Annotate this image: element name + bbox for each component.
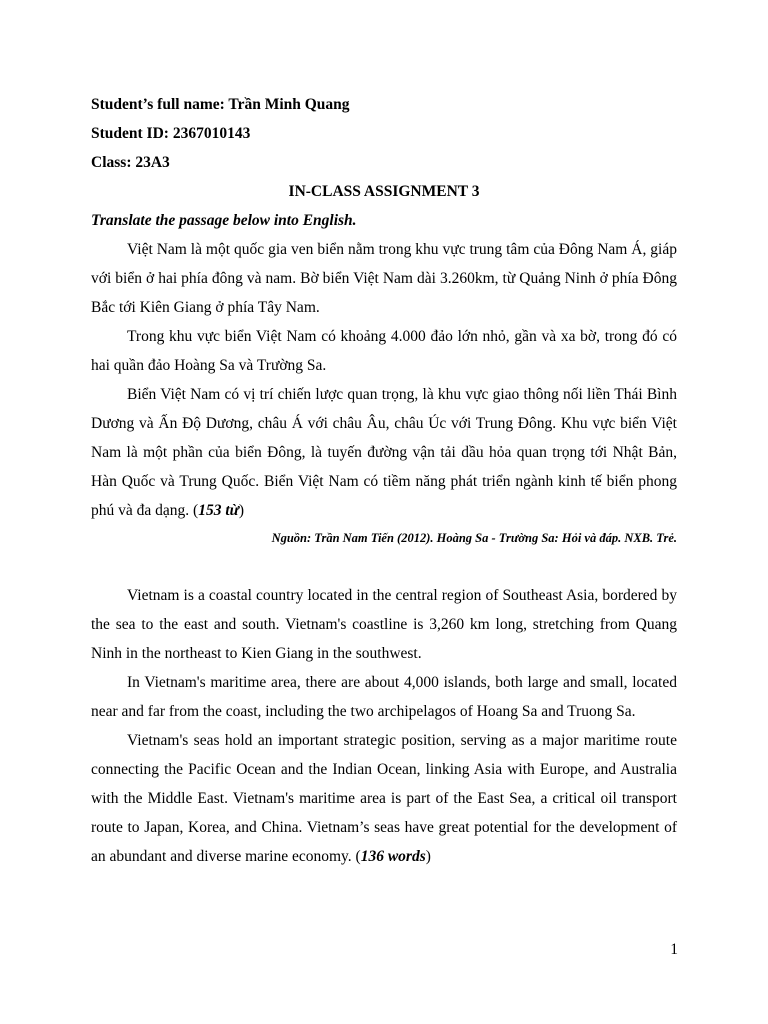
english-paragraph-2: In Vietnam's maritime area, there are about 4,000 islands, both large and small, located near and far from the coast, including the two archipelagos of Hoang Sa and Truong Sa. [91, 674, 677, 720]
class-line [91, 148, 677, 177]
english-count-close: ) [425, 848, 431, 865]
assignment-title: IN-CLASS ASSIGNMENT 3 [288, 183, 480, 200]
document-body [91, 90, 677, 871]
vietnamese-paragraph-1: Việt Nam là một quốc gia ven biển nằm trong khu vực trung tâm của Đông Nam Á, giáp với biển ở hai phía đông và nam. Bờ biển Việt Nam dài 3.260km, từ Quảng Ninh ở phía Đông Bắc tới Kiên Giang ở phía Tây Nam. [91, 241, 677, 316]
instruction-text: Translate the passage below into English. [91, 212, 357, 229]
english-paragraph-1: Vietnam is a coastal country located in the central region of Southeast Asia, bordered by the sea to the east and south. Vietnam's coastline is 3,260 km long, stretching from Quang Ninh in the northeast to Kien Giang in the southwest. [91, 587, 677, 662]
vietnamese-word-count: 153 từ [198, 502, 239, 519]
class-label: Class: [91, 154, 132, 171]
student-name-label: Student’s full name: [91, 96, 225, 113]
student-id-line [91, 119, 677, 148]
student-name-value: Trần Minh Quang [228, 96, 350, 113]
student-name-line [91, 90, 677, 119]
source-citation: Nguồn: Trần Nam Tiến (2012). Hoàng Sa - Trường Sa: Hỏi và đáp. NXB. Trẻ. [271, 531, 677, 545]
english-paragraph-3-text: Vietnam's seas hold an important strategic position, serving as a major maritime route connecting the Pacific Ocean and the Indian Ocean, linking Asia with Europe, and Australia with the Middle East. Vietnam's maritime area is part of the East Sea, a critical oil transport route to Japan, Korea, and China. Vietnam’s seas have great potential for the development of an abundant and diverse marine economy. ( [91, 732, 677, 865]
vietnamese-count-close: ) [238, 502, 245, 519]
student-id-value: 2367010143 [172, 125, 251, 142]
vietnamese-paragraph-3-text: Biển Việt Nam có vị trí chiến lược quan trọng, là khu vực giao thông nối liền Thái Bình Dương và Ấn Độ Dương, châu Á với châu Âu, châu Úc với Trung Đông. Khu vực biển Việt Nam là một phần của biển Đông, là tuyến đường vận tải dầu hỏa quan trọng tới Nhật Bản, Hàn Quốc và Trung Quốc. Biển Việt Nam có tiềm năng phát triển ngành kinh tế biển phong phú và đa dạng. ( [91, 386, 677, 519]
section-spacer [91, 551, 677, 581]
english-paragraph-3 [91, 726, 677, 871]
student-id-label: Student ID: [91, 125, 169, 142]
vietnamese-paragraph-2: Trong khu vực biển Việt Nam có khoảng 4.000 đảo lớn nhỏ, gần và xa bờ, trong đó có hai quần đảo Hoàng Sa và Trường Sa. [91, 328, 677, 374]
class-value: 23A3 [135, 154, 170, 171]
page-number: 1 [670, 941, 678, 958]
vietnamese-paragraph-3 [91, 380, 677, 525]
english-word-count: 136 words [360, 848, 426, 865]
